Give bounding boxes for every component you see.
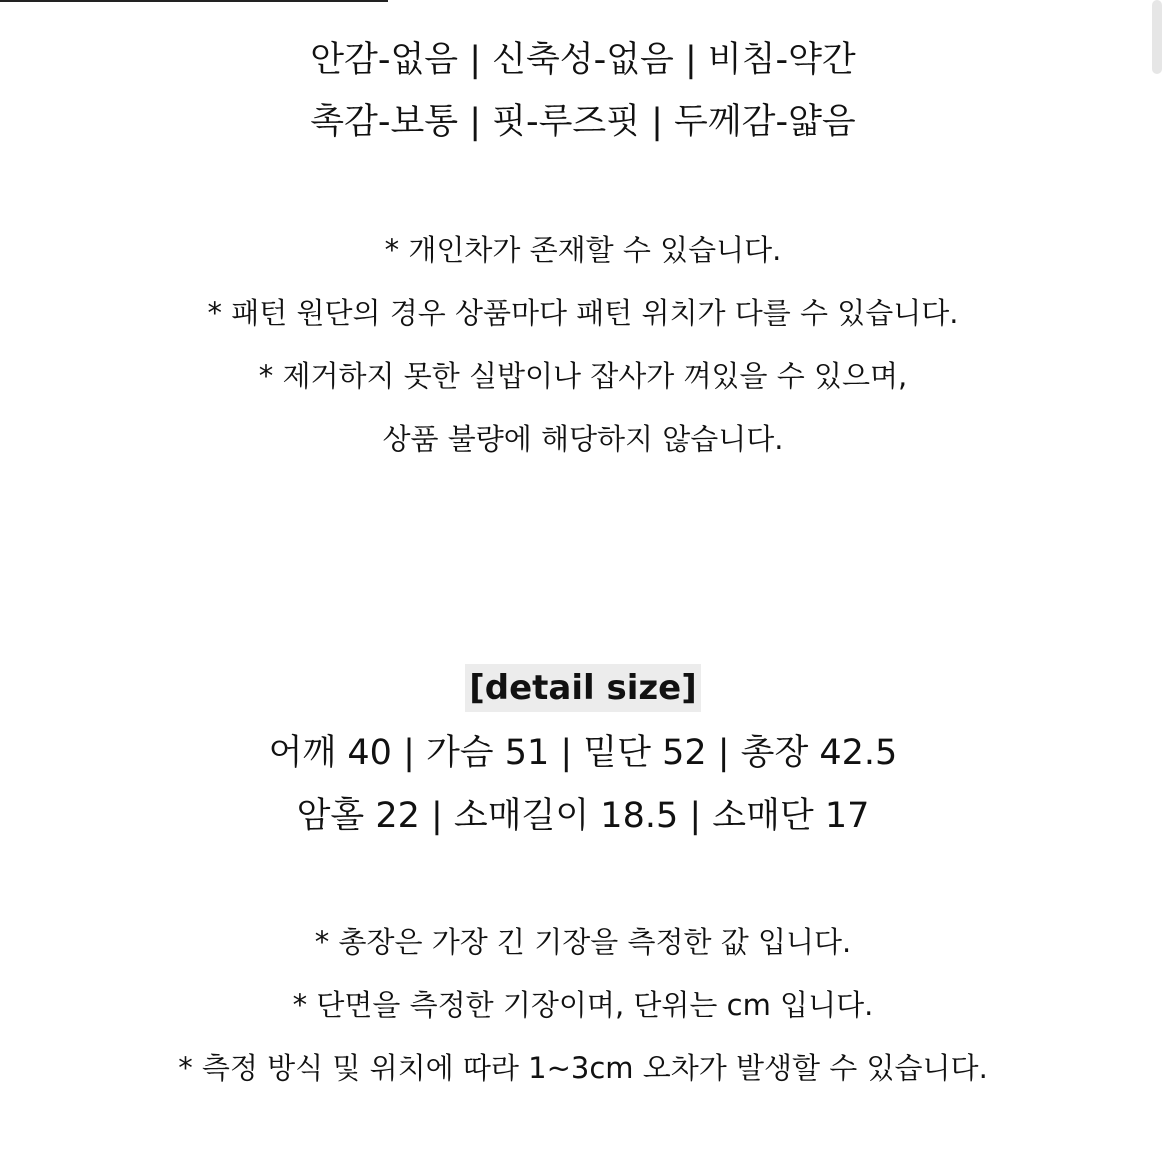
size-note-1: * 총장은 가장 긴 기장을 측정한 값 입니다. [314,925,852,959]
size-note-2: * 단면을 측정한 기장이며, 단위는 cm 입니다. [292,988,874,1022]
top-divider [0,0,388,2]
detail-size-heading [0,664,1166,712]
size-row-1: 어깨 40 | 가슴 51 | 밑단 52 | 총장 42.5 [268,733,898,773]
attribute-line-1: 안감-없음 | 신축성-없음 | 비침-약간 [310,40,856,80]
notice-line-3: * 제거하지 못한 실밥이나 잡사가 껴있을 수 있으며, [258,359,908,393]
size-note-3: * 측정 방식 및 위치에 따라 1~3cm 오차가 발생할 수 있습니다. [178,1051,988,1085]
size-row-2: 암홀 22 | 소매길이 18.5 | 소매단 17 [296,796,870,836]
notice-line-1: * 개인차가 존재할 수 있습니다. [384,233,782,267]
detail-size-title: [detail size] [465,664,701,712]
attribute-line-2: 촉감-보통 | 핏-루즈핏 | 두께감-얇음 [310,102,856,142]
notice-line-4: 상품 불량에 해당하지 않습니다. [382,422,784,456]
notice-line-2: * 패턴 원단의 경우 상품마다 패턴 위치가 다를 수 있습니다. [207,296,959,330]
